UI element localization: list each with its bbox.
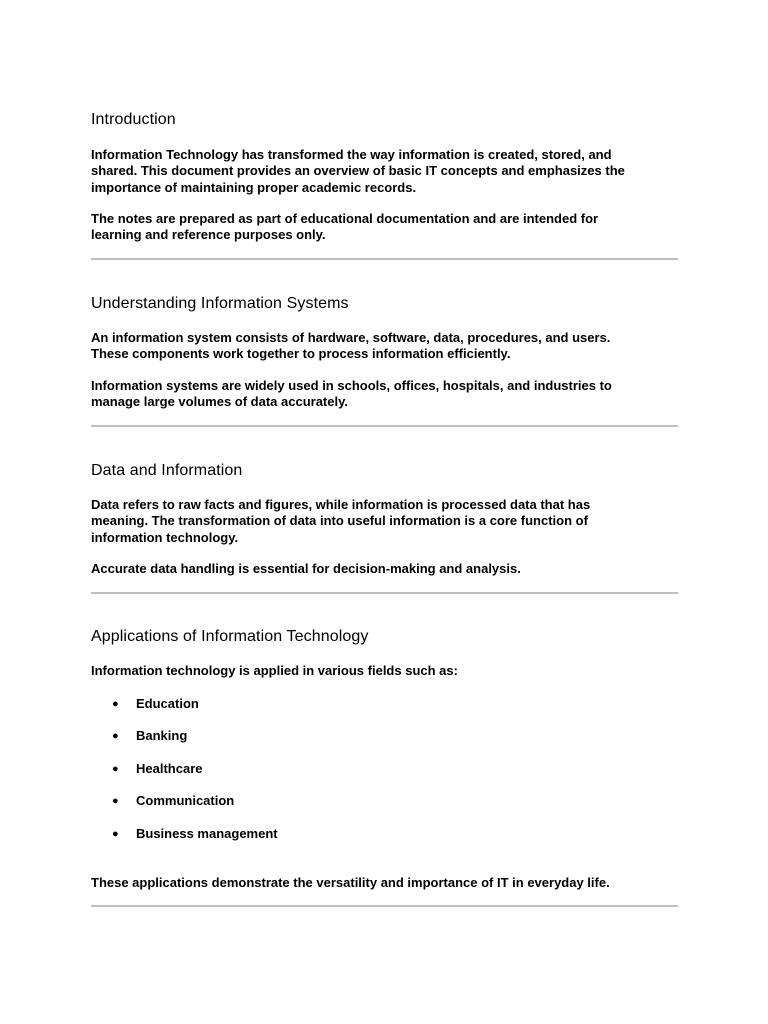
paragraph — [91, 330, 610, 363]
section-divider — [91, 905, 678, 907]
list-item-label: Education — [136, 696, 199, 711]
paragraph-line: manage large volumes of data accurately. — [91, 394, 348, 410]
paragraph-line: Accurate data handling is essential for decision-making and analysis. — [91, 561, 521, 576]
paragraph-line: An information system consists of hardware, software, data, procedures, and users. — [91, 330, 611, 345]
list-item — [112, 696, 199, 712]
paragraph — [91, 211, 598, 244]
list-item-label: Banking — [136, 728, 188, 743]
paragraph — [91, 561, 521, 577]
bullet-icon: ● — [112, 698, 119, 710]
paragraph-line: information technology. — [91, 529, 239, 545]
bullet-icon: ● — [112, 730, 119, 742]
paragraph — [91, 497, 590, 546]
paragraph-line: The notes are prepared as part of educational documentation and are intended for — [91, 211, 599, 226]
paragraph-line: learning and reference purposes only. — [91, 227, 326, 243]
bullet-icon: ● — [112, 795, 119, 807]
paragraph — [91, 147, 625, 196]
paragraph-line: Data refers to raw facts and figures, while information is processed data that has — [91, 497, 591, 512]
list-intro: Information technology is applied in various fields such as: — [91, 663, 458, 678]
list-item — [112, 793, 234, 809]
paragraph — [91, 378, 612, 411]
paragraph-line: meaning. The transformation of data into useful information is a core function of — [91, 513, 588, 529]
list-item-label: Communication — [136, 793, 235, 808]
section-divider — [91, 592, 678, 594]
paragraph-line: shared. This document provides an overview of basic IT concepts and emphasizes the — [91, 163, 625, 179]
section-heading-information-systems: Understanding Information Systems — [91, 295, 349, 312]
section-divider — [91, 258, 678, 260]
paragraph-line: These components work together to process information efficiently. — [91, 346, 511, 362]
list-item — [112, 728, 187, 744]
list-item — [112, 826, 278, 842]
section-heading-data-and-information: Data and Information — [91, 462, 243, 479]
paragraph-line: importance of maintaining proper academic records. — [91, 179, 417, 195]
bullet-icon: ● — [112, 763, 119, 775]
section-divider — [91, 425, 678, 427]
closing-paragraph: These applications demonstrate the versatility and importance of IT in everyday life. — [91, 875, 610, 890]
section-heading-applications: Applications of Information Technology — [91, 628, 369, 645]
bullet-icon: ● — [112, 828, 119, 840]
list-item — [112, 761, 202, 777]
section-heading-introduction: Introduction — [91, 111, 176, 128]
list-item-label: Healthcare — [136, 761, 203, 776]
list-item-label: Business management — [136, 826, 278, 841]
paragraph-line: Information Technology has transformed the way information is created, stored, and — [91, 147, 612, 162]
paragraph-line: Information systems are widely used in schools, offices, hospitals, and industries to — [91, 378, 612, 393]
